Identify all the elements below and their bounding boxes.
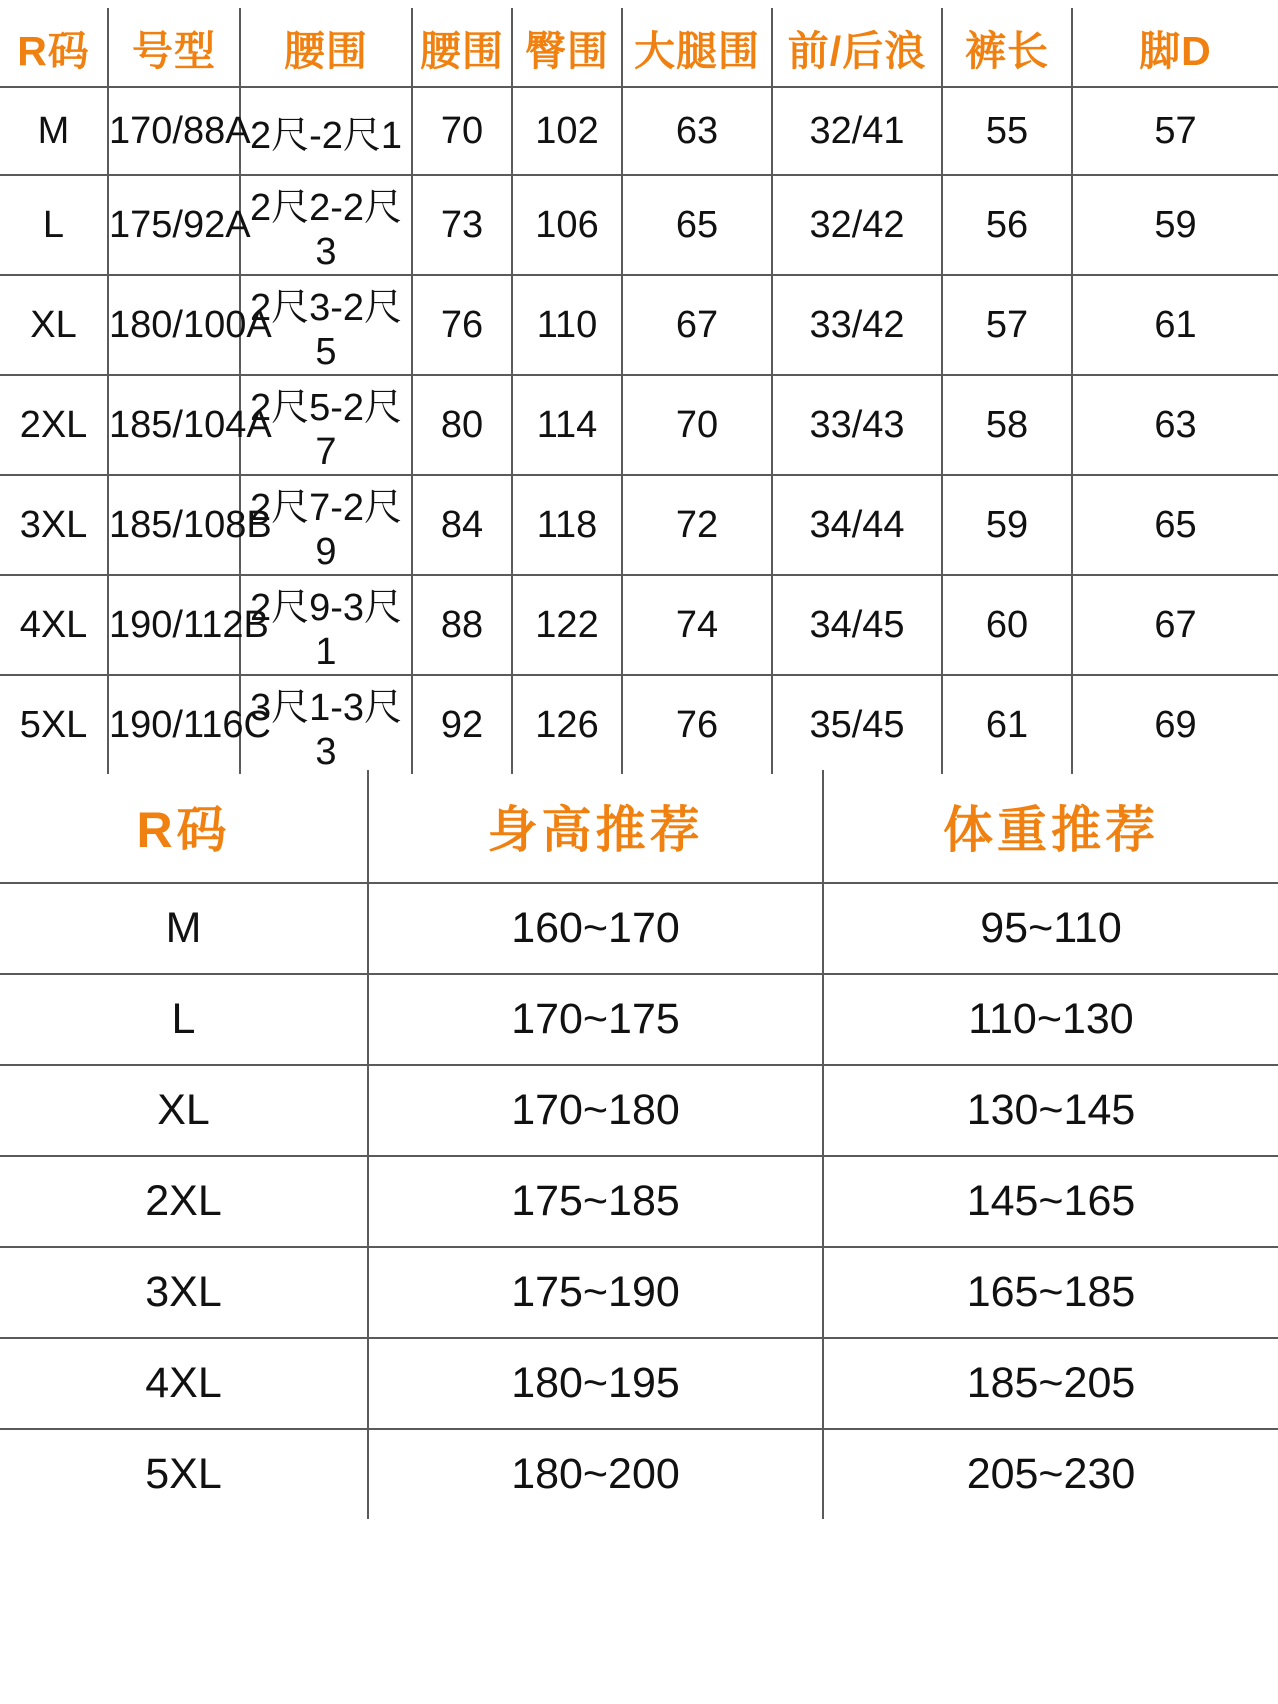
cell-leg-opening: 69	[1072, 675, 1278, 774]
cell-length: 60	[942, 575, 1072, 675]
cell-size: 5XL	[0, 675, 108, 774]
cell-size: 5XL	[0, 1429, 368, 1519]
cell-weight: 145~165	[823, 1156, 1278, 1247]
table-row	[0, 87, 1278, 175]
cell-hip: 114	[512, 375, 622, 475]
cell-size: 3XL	[0, 1247, 368, 1338]
header-size-code: R码	[0, 770, 368, 883]
header-leg-opening: 脚D	[1072, 8, 1278, 87]
header-thigh: 大腿围	[622, 8, 772, 87]
cell-thigh: 67	[622, 275, 772, 375]
header-waist-cun: 腰围	[240, 8, 412, 87]
cell-length: 55	[942, 87, 1072, 175]
cell-size: 4XL	[0, 1338, 368, 1429]
table-row	[0, 1156, 1278, 1247]
cell-hip: 126	[512, 675, 622, 774]
cell-waist-cun: 2尺-2尺1	[240, 87, 412, 175]
cell-spec: 170/88A	[108, 87, 240, 175]
cell-length: 58	[942, 375, 1072, 475]
cell-weight: 165~185	[823, 1247, 1278, 1338]
cell-thigh: 72	[622, 475, 772, 575]
cell-size: L	[0, 974, 368, 1065]
cell-thigh: 65	[622, 175, 772, 275]
cell-weight: 130~145	[823, 1065, 1278, 1156]
cell-waist-cun: 2尺2-2尺3	[240, 175, 412, 275]
cell-leg-opening: 63	[1072, 375, 1278, 475]
cell-leg-opening: 59	[1072, 175, 1278, 275]
header-size-code: R码	[0, 8, 108, 87]
cell-leg-opening: 61	[1072, 275, 1278, 375]
cell-spec: 175/92A	[108, 175, 240, 275]
cell-size: M	[0, 87, 108, 175]
header-rise: 前/后浪	[772, 8, 942, 87]
cell-spec: 190/112B	[108, 575, 240, 675]
cell-waist: 73	[412, 175, 512, 275]
table-row	[0, 1065, 1278, 1156]
cell-leg-opening: 57	[1072, 87, 1278, 175]
cell-thigh: 74	[622, 575, 772, 675]
cell-height: 175~185	[368, 1156, 823, 1247]
table-row	[0, 375, 1278, 475]
table-row	[0, 175, 1278, 275]
cell-size: 2XL	[0, 375, 108, 475]
cell-waist: 80	[412, 375, 512, 475]
cell-waist: 76	[412, 275, 512, 375]
cell-waist-cun: 2尺7-2尺9	[240, 475, 412, 575]
cell-weight: 95~110	[823, 883, 1278, 974]
cell-hip: 118	[512, 475, 622, 575]
cell-hip: 106	[512, 175, 622, 275]
cell-weight: 110~130	[823, 974, 1278, 1065]
cell-length: 56	[942, 175, 1072, 275]
cell-size: 2XL	[0, 1156, 368, 1247]
header-height-recommend: 身高推荐	[368, 770, 823, 883]
cell-hip: 122	[512, 575, 622, 675]
cell-rise: 32/42	[772, 175, 942, 275]
cell-length: 59	[942, 475, 1072, 575]
table-row	[0, 974, 1278, 1065]
recommendation-table	[0, 770, 1278, 1519]
table-row	[0, 475, 1278, 575]
cell-waist-cun: 3尺1-3尺3	[240, 675, 412, 774]
cell-weight: 205~230	[823, 1429, 1278, 1519]
cell-weight: 185~205	[823, 1338, 1278, 1429]
size-spec-header-row	[0, 8, 1278, 87]
header-waist-cm: 腰围	[412, 8, 512, 87]
table-row	[0, 1429, 1278, 1519]
cell-length: 57	[942, 275, 1072, 375]
header-hip: 臀围	[512, 8, 622, 87]
cell-hip: 110	[512, 275, 622, 375]
cell-waist: 92	[412, 675, 512, 774]
cell-rise: 33/43	[772, 375, 942, 475]
cell-rise: 34/44	[772, 475, 942, 575]
cell-thigh: 63	[622, 87, 772, 175]
table-row	[0, 1338, 1278, 1429]
cell-size: 4XL	[0, 575, 108, 675]
header-weight-recommend: 体重推荐	[823, 770, 1278, 883]
cell-waist-cun: 2尺5-2尺7	[240, 375, 412, 475]
header-spec: 号型	[108, 8, 240, 87]
cell-size: M	[0, 883, 368, 974]
cell-rise: 32/41	[772, 87, 942, 175]
cell-waist: 88	[412, 575, 512, 675]
cell-height: 170~180	[368, 1065, 823, 1156]
table-row	[0, 275, 1278, 375]
cell-spec: 185/104A	[108, 375, 240, 475]
cell-spec: 185/108B	[108, 475, 240, 575]
cell-length: 61	[942, 675, 1072, 774]
table-row	[0, 675, 1278, 774]
cell-rise: 35/45	[772, 675, 942, 774]
size-spec-table	[0, 8, 1278, 774]
table-row	[0, 575, 1278, 675]
cell-height: 180~195	[368, 1338, 823, 1429]
table-row	[0, 883, 1278, 974]
cell-height: 160~170	[368, 883, 823, 974]
cell-height: 170~175	[368, 974, 823, 1065]
cell-thigh: 76	[622, 675, 772, 774]
cell-size: L	[0, 175, 108, 275]
cell-leg-opening: 65	[1072, 475, 1278, 575]
cell-thigh: 70	[622, 375, 772, 475]
cell-waist: 84	[412, 475, 512, 575]
cell-size: XL	[0, 1065, 368, 1156]
header-pant-length: 裤长	[942, 8, 1072, 87]
cell-height: 180~200	[368, 1429, 823, 1519]
cell-spec: 180/100A	[108, 275, 240, 375]
cell-rise: 34/45	[772, 575, 942, 675]
cell-size: 3XL	[0, 475, 108, 575]
table-row	[0, 1247, 1278, 1338]
cell-size: XL	[0, 275, 108, 375]
size-spec-table-container	[0, 8, 1278, 774]
cell-hip: 102	[512, 87, 622, 175]
cell-waist-cun: 2尺9-3尺1	[240, 575, 412, 675]
cell-rise: 33/42	[772, 275, 942, 375]
recommendation-header-row	[0, 770, 1278, 883]
cell-spec: 190/116C	[108, 675, 240, 774]
cell-waist-cun: 2尺3-2尺5	[240, 275, 412, 375]
cell-height: 175~190	[368, 1247, 823, 1338]
cell-leg-opening: 67	[1072, 575, 1278, 675]
cell-waist: 70	[412, 87, 512, 175]
recommendation-table-container	[0, 770, 1278, 1519]
